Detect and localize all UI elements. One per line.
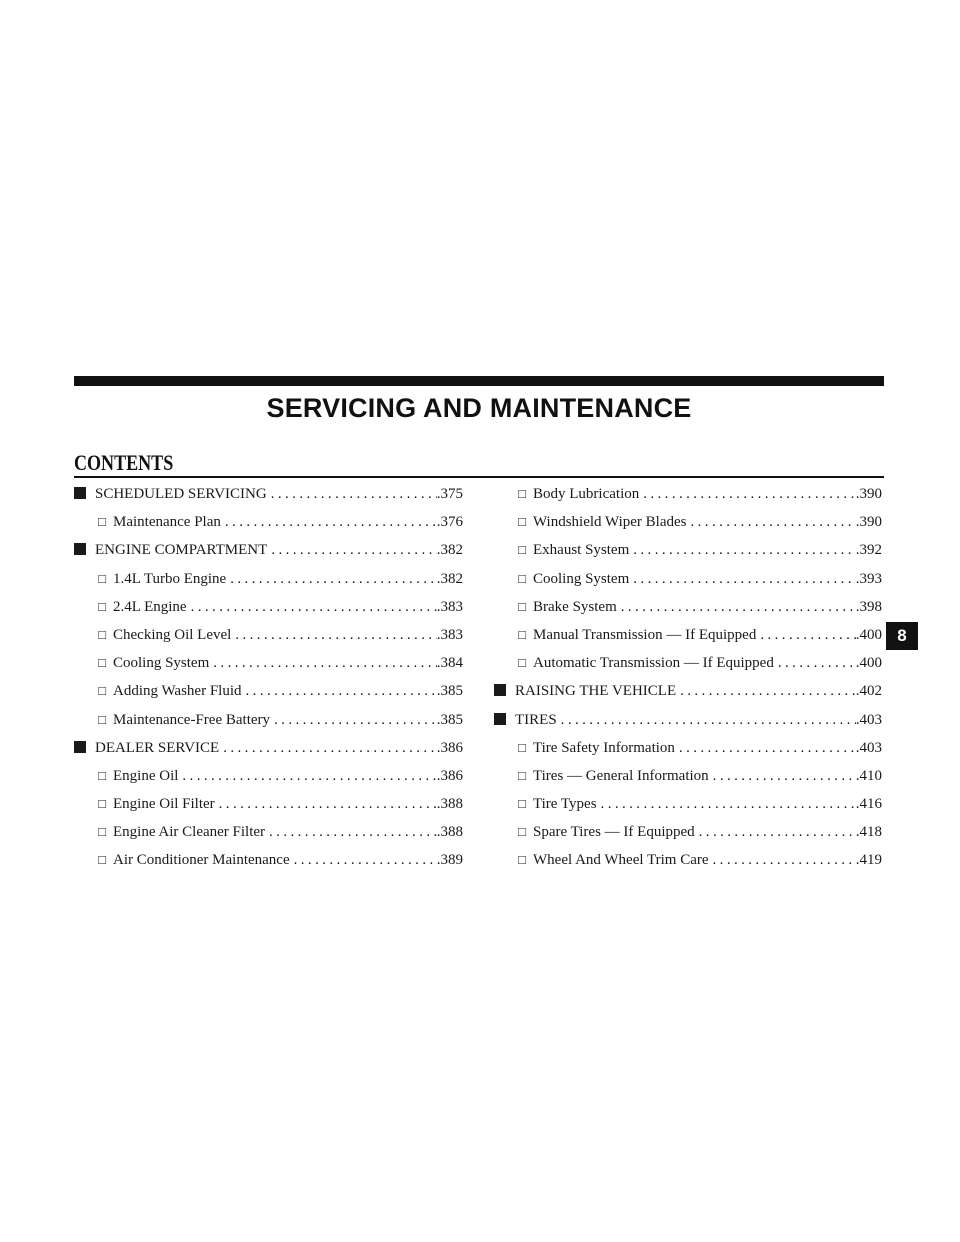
toc-entry-page: .390 xyxy=(855,514,882,531)
toc-entry-label: Automatic Transmission — If Equipped xyxy=(533,655,774,672)
filled-square-bullet-icon xyxy=(74,487,86,499)
dot-leader xyxy=(267,480,437,508)
toc-entry-label: Brake System xyxy=(533,598,617,615)
toc-entry-label: Maintenance Plan xyxy=(113,514,221,531)
toc-entry-page: .400 xyxy=(855,655,882,672)
toc-entry[interactable] xyxy=(494,677,882,705)
toc-entry[interactable] xyxy=(494,593,882,621)
toc-entry-label: Body Lubrication xyxy=(533,486,640,502)
dot-leader xyxy=(709,846,856,874)
toc-entry-label: Air Conditioner Maintenance xyxy=(113,852,290,869)
toc-entry-label: Spare Tires — If Equipped xyxy=(533,824,695,841)
dot-leader xyxy=(597,790,856,818)
toc-entry-label: Engine Oil Filter xyxy=(113,796,215,813)
toc-entry[interactable] xyxy=(494,621,882,649)
filled-square-bullet-icon xyxy=(494,684,506,696)
toc-entry-label: SCHEDULED SERVICING xyxy=(95,486,267,502)
toc-entry-label: ENGINE COMPARTMENT xyxy=(95,542,268,559)
hollow-square-bullet-icon: □ xyxy=(518,514,526,530)
toc-entry[interactable] xyxy=(74,762,463,790)
dot-leader xyxy=(270,706,437,734)
toc-entry[interactable] xyxy=(74,734,463,762)
dot-leader xyxy=(267,536,436,564)
hollow-square-bullet-icon: □ xyxy=(98,598,106,614)
dot-leader xyxy=(219,734,437,762)
toc-entry[interactable] xyxy=(74,818,463,846)
hollow-square-bullet-icon: □ xyxy=(98,683,106,699)
dot-leader xyxy=(215,790,437,818)
dot-leader xyxy=(231,621,436,649)
toc-entry-label: Adding Washer Fluid xyxy=(113,683,242,700)
hollow-square-bullet-icon: □ xyxy=(518,598,526,614)
dot-leader xyxy=(756,621,855,649)
toc-entry-label: Cooling System xyxy=(113,655,210,672)
hollow-square-bullet-icon: □ xyxy=(98,711,106,727)
toc-entry[interactable] xyxy=(74,846,463,874)
toc-entry[interactable] xyxy=(494,762,882,790)
filled-square-bullet-icon xyxy=(74,543,86,555)
toc-entry-page: .383 xyxy=(436,598,463,615)
dot-leader xyxy=(676,677,856,705)
toc-entry-page: .385 xyxy=(436,711,463,728)
toc-entry[interactable] xyxy=(494,649,882,677)
toc-entry-page: .403 xyxy=(855,711,882,728)
dot-leader xyxy=(629,565,855,593)
dot-leader xyxy=(774,649,856,677)
hollow-square-bullet-icon: □ xyxy=(518,767,526,783)
hollow-square-bullet-icon: □ xyxy=(98,824,106,840)
hollow-square-bullet-icon: □ xyxy=(98,570,106,586)
toc-right-column xyxy=(494,480,882,875)
toc-entry-page: .382 xyxy=(436,570,463,587)
chapter-tab[interactable]: 8 xyxy=(886,622,918,650)
toc-entry-page: .416 xyxy=(855,796,882,813)
dot-leader xyxy=(709,762,856,790)
toc-entry-page: .384 xyxy=(436,655,463,672)
toc-entry-label: Tires — General Information xyxy=(533,767,709,784)
toc-entry-page: .388 xyxy=(436,824,463,841)
toc-entry[interactable] xyxy=(74,480,463,508)
hollow-square-bullet-icon: □ xyxy=(518,655,526,671)
toc-entry-page: .385 xyxy=(436,683,463,700)
toc-entry-label: Checking Oil Level xyxy=(113,626,232,643)
toc-entry[interactable] xyxy=(494,508,882,536)
toc-entry[interactable] xyxy=(74,677,463,705)
toc-entry[interactable] xyxy=(494,536,882,564)
toc-entry-page: .398 xyxy=(855,598,882,615)
toc-entry-label: Maintenance-Free Battery xyxy=(113,711,271,728)
toc-entry-page: .393 xyxy=(855,570,882,587)
toc-entry-label: 2.4L Engine xyxy=(113,598,187,615)
hollow-square-bullet-icon: □ xyxy=(518,486,526,501)
toc-entry-page: .388 xyxy=(436,796,463,813)
toc-entry-label: Exhaust System xyxy=(533,542,630,559)
dot-leader xyxy=(695,818,856,846)
chapter-top-rule xyxy=(74,376,884,386)
toc-left-column xyxy=(74,480,463,875)
toc-entry[interactable] xyxy=(494,480,882,508)
hollow-square-bullet-icon: □ xyxy=(98,626,106,642)
contents-rule xyxy=(74,476,884,478)
toc-entry-page: .386 xyxy=(436,739,463,756)
toc-entry[interactable] xyxy=(74,536,463,564)
dot-leader xyxy=(265,818,437,846)
dot-leader xyxy=(221,508,437,536)
toc-entry[interactable] xyxy=(494,706,882,734)
chapter-title: SERVICING AND MAINTENANCE xyxy=(266,393,692,423)
hollow-square-bullet-icon: □ xyxy=(98,796,106,812)
toc-entry[interactable] xyxy=(74,593,463,621)
dot-leader xyxy=(675,734,856,762)
toc-entry-page: .418 xyxy=(855,824,882,841)
toc-entry-label: TIRES xyxy=(515,711,557,728)
hollow-square-bullet-icon: □ xyxy=(98,852,106,868)
toc-entry-page: .375 xyxy=(436,486,463,502)
toc-entry-page: .390 xyxy=(855,486,882,502)
dot-leader xyxy=(687,508,856,536)
toc-entry-page: .402 xyxy=(855,683,882,700)
hollow-square-bullet-icon: □ xyxy=(518,626,526,642)
dot-leader xyxy=(290,846,437,874)
hollow-square-bullet-icon: □ xyxy=(518,796,526,812)
toc-entry[interactable] xyxy=(74,621,463,649)
toc-entry-page: .392 xyxy=(855,542,882,559)
toc-entry-label: Windshield Wiper Blades xyxy=(533,514,687,531)
toc-entry[interactable] xyxy=(74,565,463,593)
toc-entry-page: .403 xyxy=(855,739,882,756)
toc-entry-label: Tire Types xyxy=(533,796,597,813)
dot-leader xyxy=(226,565,437,593)
filled-square-bullet-icon xyxy=(74,741,86,753)
toc-entry[interactable] xyxy=(494,790,882,818)
toc-entry-page: .386 xyxy=(436,767,463,784)
hollow-square-bullet-icon: □ xyxy=(98,767,106,783)
toc-entry-page: .410 xyxy=(855,767,882,784)
dot-leader xyxy=(629,536,856,564)
toc-entry-label: Engine Oil xyxy=(113,767,179,784)
hollow-square-bullet-icon: □ xyxy=(98,655,106,671)
hollow-square-bullet-icon: □ xyxy=(518,739,526,755)
toc-entry-page: .419 xyxy=(855,852,882,869)
toc-entry[interactable] xyxy=(494,565,882,593)
toc-entry-page: .389 xyxy=(436,852,463,869)
dot-leader xyxy=(242,677,437,705)
dot-leader xyxy=(617,593,856,621)
toc-entry-label: Engine Air Cleaner Filter xyxy=(113,824,266,841)
dot-leader xyxy=(187,593,437,621)
toc-entry-page: .376 xyxy=(436,514,463,531)
dot-leader xyxy=(557,706,856,734)
toc-entry-label: Wheel And Wheel Trim Care xyxy=(533,852,709,869)
hollow-square-bullet-icon: □ xyxy=(518,542,526,558)
hollow-square-bullet-icon: □ xyxy=(518,824,526,840)
toc-entry[interactable] xyxy=(74,649,463,677)
toc-entry-label: DEALER SERVICE xyxy=(95,739,220,756)
hollow-square-bullet-icon: □ xyxy=(518,852,526,868)
toc-entry[interactable] xyxy=(74,706,463,734)
toc-entry-page: .400 xyxy=(855,626,882,643)
toc-entry[interactable] xyxy=(74,508,463,536)
filled-square-bullet-icon xyxy=(494,713,506,725)
toc-entry[interactable] xyxy=(494,734,882,762)
toc-entry-page: .382 xyxy=(436,542,463,559)
dot-leader xyxy=(178,762,436,790)
toc-entry[interactable] xyxy=(494,818,882,846)
toc-entry[interactable] xyxy=(74,790,463,818)
contents-heading: CONTENTS xyxy=(74,450,174,475)
toc-entry-label: Tire Safety Information xyxy=(533,739,675,756)
hollow-square-bullet-icon: □ xyxy=(518,570,526,586)
hollow-square-bullet-icon: □ xyxy=(98,514,106,530)
toc-entry-label: Manual Transmission — If Equipped xyxy=(533,626,757,643)
toc-entry-page: .383 xyxy=(436,626,463,643)
toc-entry[interactable] xyxy=(494,846,882,874)
dot-leader xyxy=(639,480,856,508)
toc-entry-label: RAISING THE VEHICLE xyxy=(515,683,677,700)
toc-entry-label: 1.4L Turbo Engine xyxy=(113,570,227,587)
toc-entry-label: Cooling System xyxy=(533,570,630,587)
dot-leader xyxy=(209,649,436,677)
